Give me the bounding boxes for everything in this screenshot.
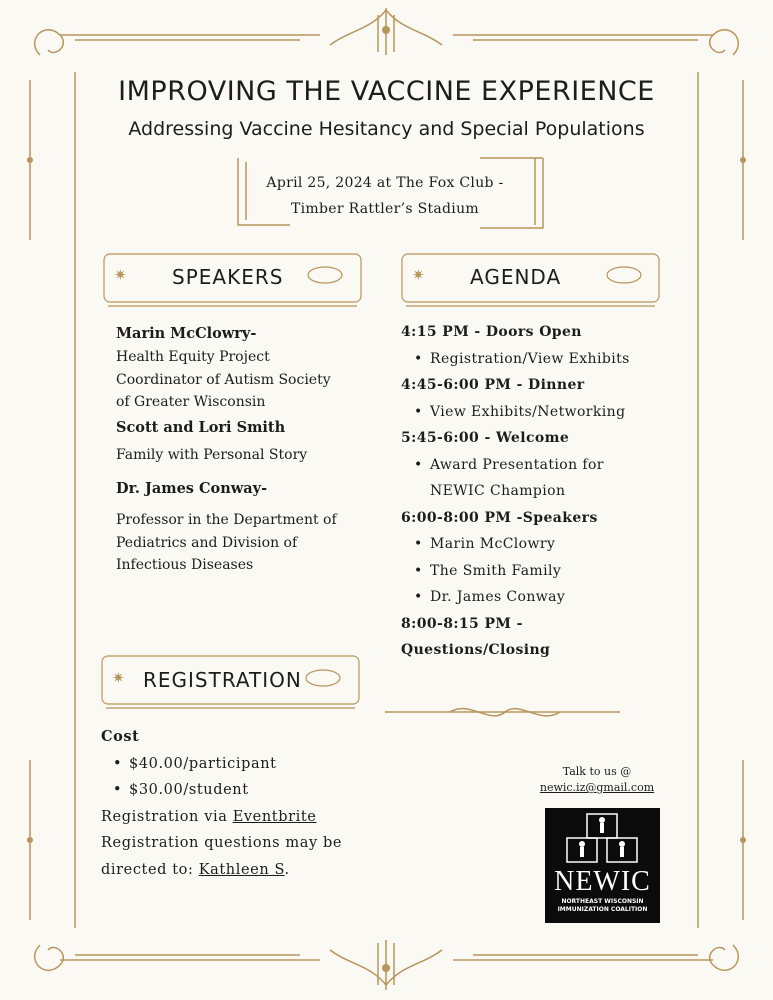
registration-questions: Registration questions may be — [101, 835, 343, 851]
sun-icon: ✷ — [112, 669, 125, 687]
agenda-bullet: • Marin McClowry — [430, 531, 691, 558]
eventbrite-link[interactable]: Eventbrite — [232, 808, 317, 825]
page-title: IMPROVING THE VACCINE EXPERIENCE — [118, 76, 655, 107]
speaker-desc-line: of Greater Wisconsin — [116, 394, 266, 410]
agenda-bullet: • Award Presentation for — [430, 452, 691, 479]
event-details — [245, 170, 525, 222]
speaker-desc-line: Pediatrics and Division of — [116, 534, 298, 551]
speakers-heading: SPEAKERS — [172, 265, 284, 289]
speaker-name: Marin McClowry- — [116, 325, 257, 342]
registration-section — [101, 724, 381, 883]
agenda-time: Questions/Closing — [401, 642, 551, 658]
agenda-list — [401, 319, 691, 664]
agenda-time: 8:00-8:15 PM - — [401, 615, 523, 632]
newic-logo — [545, 808, 660, 923]
speaker-name: Scott and Lori Smith — [116, 418, 286, 436]
logo-tagline-line: IMMUNIZATION COALITION — [557, 906, 648, 913]
logo-name: NEWIC — [554, 866, 651, 897]
email-link[interactable]: newic.iz@gmail.com — [539, 781, 655, 794]
registration-heading: REGISTRATION — [143, 668, 302, 692]
agenda-bullet: • Dr. James Conway — [430, 584, 691, 611]
kathleen-link[interactable]: Kathleen S — [198, 861, 285, 878]
speaker-name: Dr. James Conway- — [116, 480, 268, 497]
speaker-desc-line: Coordinator of Autism Society — [116, 371, 331, 388]
event-venue: Timber Rattler’s Stadium — [291, 201, 479, 217]
registration-via — [101, 804, 381, 831]
agenda-time: 5:45-6:00 - Welcome — [401, 430, 570, 446]
sun-icon: ✷ — [412, 266, 425, 284]
cost-label: Cost — [101, 728, 140, 745]
agenda-time: 4:15 PM - Doors Open — [401, 324, 582, 340]
contact-block — [522, 765, 672, 794]
registration-via-text: Registration via — [101, 808, 233, 825]
agenda-bullet-cont: NEWIC Champion — [430, 483, 566, 499]
registration-contact — [101, 857, 381, 884]
page-subtitle: Addressing Vaccine Hesitancy and Special Populations — [128, 118, 645, 140]
agenda-time: 4:45-6:00 PM - Dinner — [401, 377, 585, 393]
logo-tagline-line: NORTHEAST WISCONSIN — [561, 898, 644, 905]
agenda-bullet: • The Smith Family — [430, 558, 691, 585]
agenda-time: 6:00-8:00 PM -Speakers — [401, 509, 598, 526]
event-date-venue: April 25, 2024 at The Fox Club - — [266, 175, 504, 191]
speaker-desc-line: Professor in the Department of — [116, 512, 337, 528]
speaker-description — [116, 509, 366, 577]
speaker-desc-line: Infectious Diseases — [116, 557, 254, 573]
speaker-desc-line: Health Equity Project — [116, 349, 270, 365]
speaker-description — [116, 444, 366, 467]
cost-item: • $30.00/student — [129, 777, 381, 804]
logo-tagline — [545, 898, 660, 914]
sun-icon: ✷ — [114, 266, 127, 284]
speaker-description — [116, 346, 366, 414]
speaker-desc-line: Family with Personal Story — [116, 446, 308, 463]
cost-item: • $40.00/participant — [129, 751, 381, 778]
contact-prefix: directed to: — [101, 861, 199, 878]
agenda-heading: AGENDA — [470, 265, 562, 289]
contact-suffix: . — [284, 861, 290, 878]
agenda-bullet: • View Exhibits/Networking — [430, 399, 691, 426]
speakers-list — [116, 325, 366, 577]
talk-to-us: Talk to us @ — [562, 765, 632, 778]
agenda-bullet: • Registration/View Exhibits — [430, 346, 691, 373]
